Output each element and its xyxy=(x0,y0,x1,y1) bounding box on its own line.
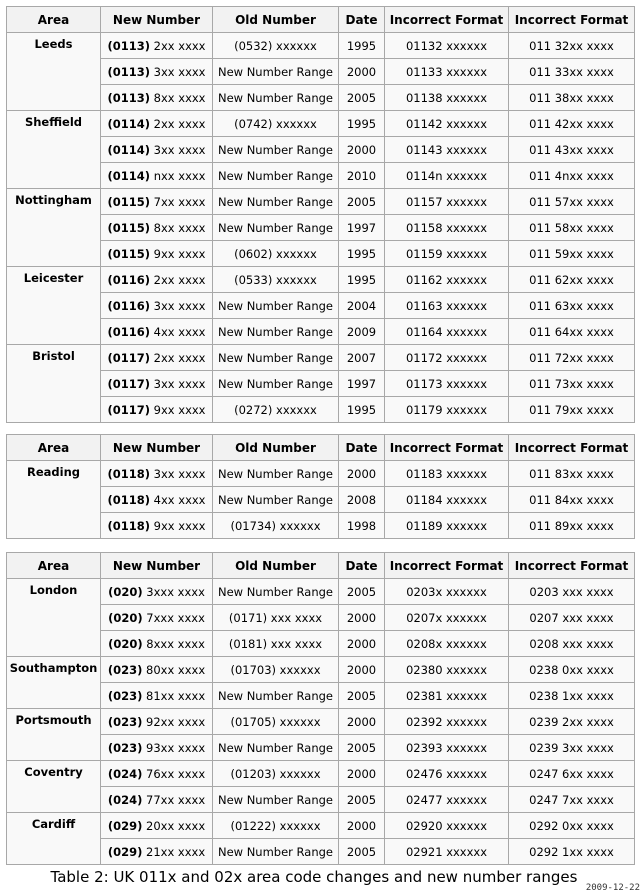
table-row xyxy=(7,267,635,293)
area-name-cell: London xyxy=(7,579,101,657)
old-number-cell: New Number Range xyxy=(213,293,339,319)
old-number-cell: New Number Range xyxy=(213,163,339,189)
new-number-prefix: (0113) xyxy=(107,64,151,79)
incorrect-format-2-cell: 011 32xx xxxx xyxy=(509,33,635,59)
new-number-prefix: (0114) xyxy=(107,168,151,183)
table-row xyxy=(7,397,635,423)
date-cell: 2008 xyxy=(339,487,385,513)
old-number-cell: New Number Range xyxy=(213,345,339,371)
header-incorrect-format: Incorrect Format xyxy=(385,553,509,579)
header-new-number: New Number xyxy=(101,435,213,461)
header-new-number: New Number xyxy=(101,7,213,33)
table-row xyxy=(7,657,635,683)
table-caption: Table 2: UK 011x and 02x area code changes and new number ranges xyxy=(50,868,578,886)
new-number-cell xyxy=(101,605,213,631)
new-number-local: 4xx xxxx xyxy=(150,324,206,339)
date-cell: 1997 xyxy=(339,215,385,241)
incorrect-format-2-cell: 0207 xxx xxxx xyxy=(509,605,635,631)
old-number-cell: (0532) xxxxxx xyxy=(213,33,339,59)
date-cell: 2000 xyxy=(339,709,385,735)
new-number-prefix: (0113) xyxy=(107,90,151,105)
new-number-prefix: (0114) xyxy=(107,116,151,131)
new-number-cell xyxy=(101,461,213,487)
new-number-local: 3xx xxxx xyxy=(150,64,206,79)
old-number-cell: (01703) xxxxxx xyxy=(213,657,339,683)
area-name-cell: Southampton xyxy=(7,657,101,709)
new-number-prefix: (023) xyxy=(107,662,143,677)
old-number-cell: New Number Range xyxy=(213,319,339,345)
area-name-cell: Nottingham xyxy=(7,189,101,267)
table-row xyxy=(7,345,635,371)
new-number-cell xyxy=(101,163,213,189)
new-number-local: 2xx xxxx xyxy=(150,116,206,131)
old-number-cell: New Number Range xyxy=(213,59,339,85)
date-cell: 1995 xyxy=(339,111,385,137)
old-number-cell: New Number Range xyxy=(213,371,339,397)
new-number-local: 4xx xxxx xyxy=(150,492,206,507)
new-number-cell xyxy=(101,683,213,709)
table-row xyxy=(7,371,635,397)
new-number-prefix: (0118) xyxy=(107,518,151,533)
new-number-cell xyxy=(101,345,213,371)
header-incorrect-format-2: Incorrect Format xyxy=(509,7,635,33)
old-number-cell: New Number Range xyxy=(213,787,339,813)
incorrect-format-2-cell: 0247 7xx xxxx xyxy=(509,787,635,813)
new-number-cell xyxy=(101,293,213,319)
incorrect-format-cell: 02477 xxxxxx xyxy=(385,787,509,813)
incorrect-format-2-cell: 011 42xx xxxx xyxy=(509,111,635,137)
date-cell: 2000 xyxy=(339,461,385,487)
header-old-number: Old Number xyxy=(213,7,339,33)
date-stamp: 2009-12-22 xyxy=(585,883,640,893)
new-number-local: 9xx xxxx xyxy=(150,518,206,533)
new-number-prefix: (020) xyxy=(108,610,143,625)
new-number-cell xyxy=(101,33,213,59)
date-cell: 1995 xyxy=(339,241,385,267)
incorrect-format-2-cell: 0208 xxx xxxx xyxy=(509,631,635,657)
new-number-prefix: (024) xyxy=(107,766,143,781)
incorrect-format-cell: 02392 xxxxxx xyxy=(385,709,509,735)
header-area: Area xyxy=(7,553,101,579)
incorrect-format-2-cell: 0239 3xx xxxx xyxy=(509,735,635,761)
new-number-prefix: (0117) xyxy=(107,376,151,391)
table-row xyxy=(7,513,635,539)
header-area: Area xyxy=(7,435,101,461)
incorrect-format-2-cell: 011 64xx xxxx xyxy=(509,319,635,345)
new-number-prefix: (0114) xyxy=(107,142,151,157)
date-cell: 2000 xyxy=(339,631,385,657)
incorrect-format-2-cell: 011 63xx xxxx xyxy=(509,293,635,319)
new-number-local: 9xx xxxx xyxy=(150,402,206,417)
incorrect-format-2-cell: 0239 2xx xxxx xyxy=(509,709,635,735)
date-cell: 2004 xyxy=(339,293,385,319)
new-number-cell xyxy=(101,709,213,735)
incorrect-format-cell: 01157 xxxxxx xyxy=(385,189,509,215)
old-number-cell: New Number Range xyxy=(213,683,339,709)
incorrect-format-2-cell: 011 73xx xxxx xyxy=(509,371,635,397)
incorrect-format-2-cell: 0203 xxx xxxx xyxy=(509,579,635,605)
new-number-cell xyxy=(101,657,213,683)
table-row xyxy=(7,111,635,137)
incorrect-format-cell: 02381 xxxxxx xyxy=(385,683,509,709)
table-row xyxy=(7,579,635,605)
new-number-local: 3xx xxxx xyxy=(150,376,206,391)
incorrect-format-2-cell: 011 72xx xxxx xyxy=(509,345,635,371)
old-number-cell: New Number Range xyxy=(213,461,339,487)
incorrect-format-2-cell: 011 62xx xxxx xyxy=(509,267,635,293)
date-cell: 2010 xyxy=(339,163,385,189)
table-row xyxy=(7,319,635,345)
incorrect-format-cell: 02476 xxxxxx xyxy=(385,761,509,787)
header-old-number: Old Number xyxy=(213,553,339,579)
new-number-cell xyxy=(101,267,213,293)
area-name-cell: Sheffield xyxy=(7,111,101,189)
new-number-local: 9xx xxxx xyxy=(150,246,206,261)
old-number-cell: (01705) xxxxxx xyxy=(213,709,339,735)
new-number-cell xyxy=(101,513,213,539)
new-number-cell xyxy=(101,371,213,397)
new-number-cell xyxy=(101,59,213,85)
area-name-cell: Coventry xyxy=(7,761,101,813)
old-number-cell: (01734) xxxxxx xyxy=(213,513,339,539)
old-number-cell: New Number Range xyxy=(213,487,339,513)
incorrect-format-cell: 01143 xxxxxx xyxy=(385,137,509,163)
new-number-cell xyxy=(101,397,213,423)
new-number-local: 7xxx xxxx xyxy=(142,610,205,625)
new-number-cell xyxy=(101,487,213,513)
new-number-local: 21xx xxxx xyxy=(142,844,206,859)
date-cell: 2000 xyxy=(339,761,385,787)
new-number-local: 3xx xxxx xyxy=(150,298,206,313)
incorrect-format-cell: 01133 xxxxxx xyxy=(385,59,509,85)
new-number-local: nxx xxxx xyxy=(150,168,206,183)
incorrect-format-2-cell: 011 43xx xxxx xyxy=(509,137,635,163)
new-number-prefix: (0115) xyxy=(107,220,151,235)
new-number-cell xyxy=(101,319,213,345)
date-cell: 2007 xyxy=(339,345,385,371)
new-number-cell xyxy=(101,631,213,657)
new-number-prefix: (024) xyxy=(107,792,143,807)
incorrect-format-cell: 01172 xxxxxx xyxy=(385,345,509,371)
date-cell: 2005 xyxy=(339,787,385,813)
old-number-cell: (01203) xxxxxx xyxy=(213,761,339,787)
date-cell: 2000 xyxy=(339,657,385,683)
incorrect-format-cell: 01159 xxxxxx xyxy=(385,241,509,267)
table-row xyxy=(7,215,635,241)
date-cell: 1997 xyxy=(339,371,385,397)
incorrect-format-cell: 01183 xxxxxx xyxy=(385,461,509,487)
old-number-cell: (0272) xxxxxx xyxy=(213,397,339,423)
new-number-prefix: (0118) xyxy=(107,466,151,481)
incorrect-format-cell: 0114n xxxxxx xyxy=(385,163,509,189)
header-incorrect-format-2: Incorrect Format xyxy=(509,435,635,461)
new-number-cell xyxy=(101,241,213,267)
new-number-local: 77xx xxxx xyxy=(142,792,206,807)
incorrect-format-2-cell: 0238 1xx xxxx xyxy=(509,683,635,709)
date-cell: 2000 xyxy=(339,59,385,85)
incorrect-format-2-cell: 011 89xx xxxx xyxy=(509,513,635,539)
date-cell: 2005 xyxy=(339,189,385,215)
new-number-local: 80xx xxxx xyxy=(142,662,206,677)
new-number-prefix: (0117) xyxy=(107,350,151,365)
header-old-number: Old Number xyxy=(213,435,339,461)
new-number-cell xyxy=(101,189,213,215)
new-number-local: 2xx xxxx xyxy=(150,350,206,365)
incorrect-format-cell: 01142 xxxxxx xyxy=(385,111,509,137)
table-row xyxy=(7,241,635,267)
incorrect-format-cell: 0208x xxxxxx xyxy=(385,631,509,657)
table-row xyxy=(7,813,635,839)
area-name-cell: Leicester xyxy=(7,267,101,345)
new-number-prefix: (0113) xyxy=(107,38,151,53)
old-number-cell: (0181) xxx xxxx xyxy=(213,631,339,657)
date-cell: 1998 xyxy=(339,513,385,539)
table-row xyxy=(7,735,635,761)
new-number-local: 93xx xxxx xyxy=(142,740,206,755)
date-cell: 1995 xyxy=(339,397,385,423)
header-row xyxy=(7,7,635,33)
new-number-prefix: (023) xyxy=(107,688,143,703)
incorrect-format-cell: 01162 xxxxxx xyxy=(385,267,509,293)
incorrect-format-2-cell: 011 33xx xxxx xyxy=(509,59,635,85)
incorrect-format-2-cell: 011 58xx xxxx xyxy=(509,215,635,241)
table-row xyxy=(7,683,635,709)
new-number-local: 2xx xxxx xyxy=(150,38,206,53)
date-cell: 2005 xyxy=(339,579,385,605)
incorrect-format-2-cell: 011 57xx xxxx xyxy=(509,189,635,215)
old-number-cell: New Number Range xyxy=(213,215,339,241)
header-date: Date xyxy=(339,7,385,33)
incorrect-format-2-cell: 011 79xx xxxx xyxy=(509,397,635,423)
header-date: Date xyxy=(339,435,385,461)
new-number-cell xyxy=(101,839,213,865)
old-number-cell: New Number Range xyxy=(213,839,339,865)
incorrect-format-cell: 0203x xxxxxx xyxy=(385,579,509,605)
old-number-cell: New Number Range xyxy=(213,189,339,215)
header-incorrect-format-2: Incorrect Format xyxy=(509,553,635,579)
incorrect-format-2-cell: 0238 0xx xxxx xyxy=(509,657,635,683)
incorrect-format-cell: 02393 xxxxxx xyxy=(385,735,509,761)
new-number-prefix: (0115) xyxy=(107,194,151,209)
area-name-cell: Bristol xyxy=(7,345,101,423)
table-row xyxy=(7,189,635,215)
table-row xyxy=(7,787,635,813)
header-row xyxy=(7,553,635,579)
new-number-local: 7xx xxxx xyxy=(150,194,206,209)
incorrect-format-cell: 01179 xxxxxx xyxy=(385,397,509,423)
date-cell: 2000 xyxy=(339,605,385,631)
incorrect-format-2-cell: 011 4nxx xxxx xyxy=(509,163,635,189)
new-number-local: 8xx xxxx xyxy=(150,220,206,235)
incorrect-format-cell: 0207x xxxxxx xyxy=(385,605,509,631)
incorrect-format-cell: 01163 xxxxxx xyxy=(385,293,509,319)
date-cell: 2000 xyxy=(339,137,385,163)
old-number-cell: (0533) xxxxxx xyxy=(213,267,339,293)
date-cell: 2009 xyxy=(339,319,385,345)
new-number-local: 2xx xxxx xyxy=(150,272,206,287)
table-row xyxy=(7,631,635,657)
incorrect-format-cell: 02921 xxxxxx xyxy=(385,839,509,865)
table-row xyxy=(7,293,635,319)
header-incorrect-format: Incorrect Format xyxy=(385,435,509,461)
table-row xyxy=(7,163,635,189)
date-cell: 2005 xyxy=(339,839,385,865)
new-number-local: 76xx xxxx xyxy=(142,766,206,781)
new-number-prefix: (020) xyxy=(108,636,143,651)
new-number-local: 92xx xxxx xyxy=(142,714,206,729)
old-number-cell: New Number Range xyxy=(213,137,339,163)
incorrect-format-cell: 01173 xxxxxx xyxy=(385,371,509,397)
new-number-cell xyxy=(101,111,213,137)
header-date: Date xyxy=(339,553,385,579)
incorrect-format-cell: 02920 xxxxxx xyxy=(385,813,509,839)
new-number-local: 8xxx xxxx xyxy=(142,636,205,651)
area-code-table xyxy=(6,552,635,865)
table-row xyxy=(7,461,635,487)
new-number-prefix: (0115) xyxy=(107,246,151,261)
new-number-local: 20xx xxxx xyxy=(142,818,206,833)
old-number-cell: New Number Range xyxy=(213,85,339,111)
incorrect-format-cell: 01184 xxxxxx xyxy=(385,487,509,513)
table-row xyxy=(7,605,635,631)
incorrect-format-2-cell: 0292 0xx xxxx xyxy=(509,813,635,839)
area-name-cell: Portsmouth xyxy=(7,709,101,761)
new-number-local: 3xx xxxx xyxy=(150,142,206,157)
new-number-cell xyxy=(101,735,213,761)
header-incorrect-format: Incorrect Format xyxy=(385,7,509,33)
table-row xyxy=(7,85,635,111)
new-number-cell xyxy=(101,215,213,241)
area-name-cell: Leeds xyxy=(7,33,101,111)
old-number-cell: (01222) xxxxxx xyxy=(213,813,339,839)
incorrect-format-2-cell: 0292 1xx xxxx xyxy=(509,839,635,865)
incorrect-format-2-cell: 011 59xx xxxx xyxy=(509,241,635,267)
new-number-prefix: (0116) xyxy=(107,298,151,313)
incorrect-format-cell: 02380 xxxxxx xyxy=(385,657,509,683)
table-row xyxy=(7,59,635,85)
new-number-prefix: (023) xyxy=(107,714,143,729)
incorrect-format-cell: 01132 xxxxxx xyxy=(385,33,509,59)
date-cell: 1995 xyxy=(339,267,385,293)
new-number-cell xyxy=(101,787,213,813)
new-number-prefix: (0116) xyxy=(107,272,151,287)
header-new-number: New Number xyxy=(101,553,213,579)
incorrect-format-2-cell: 011 84xx xxxx xyxy=(509,487,635,513)
new-number-cell xyxy=(101,85,213,111)
old-number-cell: New Number Range xyxy=(213,579,339,605)
table-row xyxy=(7,137,635,163)
new-number-prefix: (029) xyxy=(107,818,143,833)
incorrect-format-cell: 01138 xxxxxx xyxy=(385,85,509,111)
incorrect-format-cell: 01164 xxxxxx xyxy=(385,319,509,345)
new-number-prefix: (029) xyxy=(107,844,143,859)
old-number-cell: (0742) xxxxxx xyxy=(213,111,339,137)
date-cell: 1995 xyxy=(339,33,385,59)
new-number-prefix: (0116) xyxy=(107,324,151,339)
date-cell: 2005 xyxy=(339,735,385,761)
date-cell: 2000 xyxy=(339,813,385,839)
table-row xyxy=(7,709,635,735)
new-number-local: 8xx xxxx xyxy=(150,90,206,105)
table-row xyxy=(7,761,635,787)
new-number-prefix: (0117) xyxy=(107,402,151,417)
header-area: Area xyxy=(7,7,101,33)
new-number-cell xyxy=(101,137,213,163)
area-name-cell: Reading xyxy=(7,461,101,539)
area-code-table xyxy=(6,434,635,539)
date-cell: 2005 xyxy=(339,683,385,709)
old-number-cell: (0171) xxx xxxx xyxy=(213,605,339,631)
table-row xyxy=(7,33,635,59)
area-name-cell: Cardiff xyxy=(7,813,101,865)
new-number-local: 3xx xxxx xyxy=(150,466,206,481)
new-number-prefix: (023) xyxy=(107,740,143,755)
new-number-cell xyxy=(101,813,213,839)
new-number-prefix: (020) xyxy=(108,584,143,599)
incorrect-format-cell: 01158 xxxxxx xyxy=(385,215,509,241)
date-cell: 2005 xyxy=(339,85,385,111)
new-number-local: 3xxx xxxx xyxy=(142,584,205,599)
new-number-local: 81xx xxxx xyxy=(142,688,206,703)
new-number-cell xyxy=(101,761,213,787)
incorrect-format-2-cell: 0247 6xx xxxx xyxy=(509,761,635,787)
incorrect-format-2-cell: 011 38xx xxxx xyxy=(509,85,635,111)
new-number-cell xyxy=(101,579,213,605)
table-row xyxy=(7,839,635,865)
incorrect-format-2-cell: 011 83xx xxxx xyxy=(509,461,635,487)
new-number-prefix: (0118) xyxy=(107,492,151,507)
old-number-cell: New Number Range xyxy=(213,735,339,761)
area-code-table xyxy=(6,6,635,423)
old-number-cell: (0602) xxxxxx xyxy=(213,241,339,267)
header-row xyxy=(7,435,635,461)
incorrect-format-cell: 01189 xxxxxx xyxy=(385,513,509,539)
table-row xyxy=(7,487,635,513)
